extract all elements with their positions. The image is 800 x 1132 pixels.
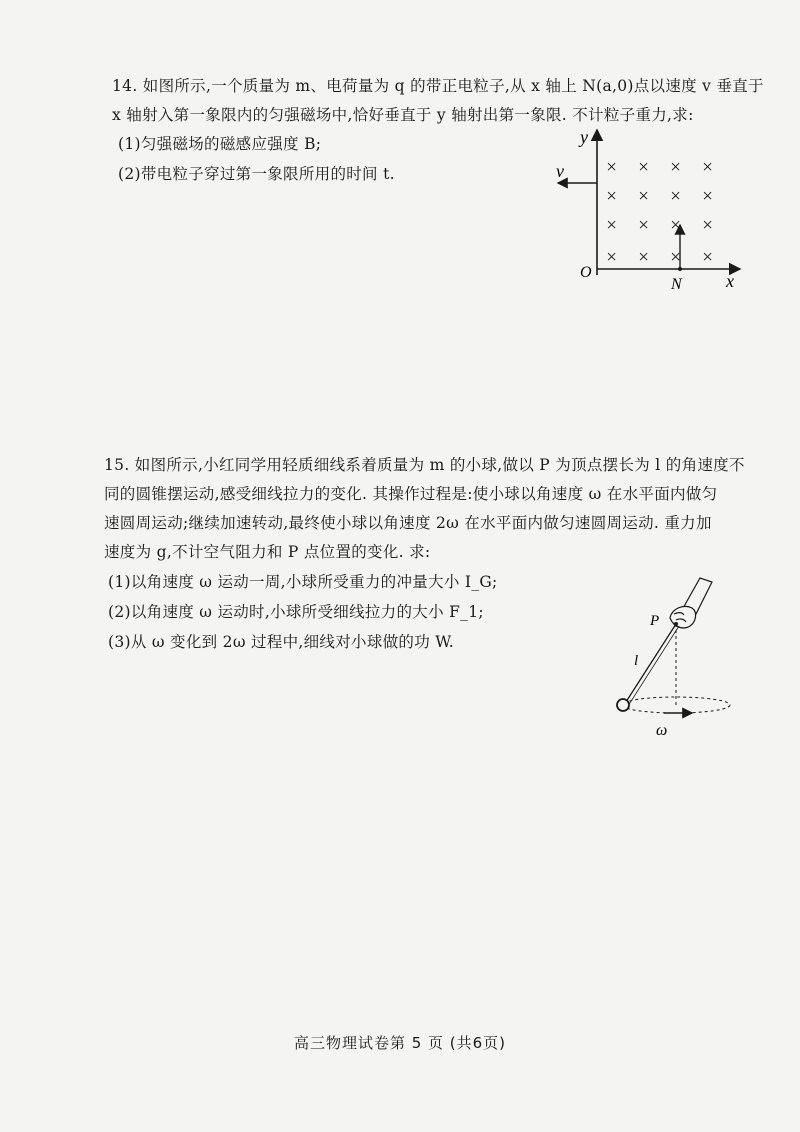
field-cross: × (637, 157, 650, 178)
q15-line-3: 速圆周运动;继续加速转动,最终使小球以角速度 2ω 在水平面内做匀速圆周运动. 重力加 (104, 514, 712, 532)
page-footer: 高三物理试卷第 5 页 (共6页) (293, 1034, 507, 1052)
length-label: l (634, 653, 639, 669)
q15-line-1: 15. 如图所示,小红同学用轻质细线系着质量为 m 的小球,做以 P 为顶点摆长为 l 的角速度不 (104, 456, 745, 474)
hand-illustration (670, 578, 712, 628)
y-axis-label: y (580, 127, 588, 147)
field-cross: × (637, 247, 650, 268)
point-n-label: N (671, 276, 682, 293)
ball (617, 699, 629, 711)
q15-line-4: 速度为 g,不计空气阻力和 P 点位置的变化. 求: (104, 543, 431, 561)
field-cross: × (701, 186, 714, 207)
field-cross: × (637, 186, 650, 207)
field-cross: × (605, 157, 618, 178)
origin-label: O (580, 264, 592, 281)
field-cross: × (669, 247, 682, 268)
omega-label: ω (656, 722, 668, 739)
point-p-label: P (650, 613, 660, 629)
q14-line-2: x 轴射入第一象限内的匀强磁场中,恰好垂直于 y 轴射出第一象限. 不计粒子重力,求: (112, 106, 694, 124)
q14-subquestion-2: (2)带电粒子穿过第一象限所用的时间 t. (118, 165, 395, 183)
q15-subquestion-1: (1)以角速度 ω 运动一周,小球所受重力的冲量大小 I_G; (108, 573, 498, 591)
field-cross: × (701, 247, 714, 268)
field-cross: × (605, 186, 618, 207)
q14-magnetic-field-figure (540, 125, 750, 295)
q15-subquestion-3: (3)从 ω 变化到 2ω 过程中,细线对小球做的功 W. (108, 633, 455, 651)
q14-line-1: 14. 如图所示,一个质量为 m、电荷量为 q 的带正电粒子,从 x 轴上 N(a,0)点以速度 v 垂直于 (112, 77, 764, 95)
field-cross: × (637, 215, 650, 236)
q14-subquestion-1: (1)匀强磁场的磁感应强度 B; (118, 135, 322, 153)
field-cross: × (669, 157, 682, 178)
q15-line-2: 同的圆锥摆运动,感受细线拉力的变化. 其操作过程是:使小球以角速度 ω 在水平面内做匀 (104, 485, 718, 503)
q15-conical-pendulum-figure (600, 570, 740, 745)
field-cross-grid (605, 157, 714, 268)
field-cross: × (701, 215, 714, 236)
field-cross: × (669, 186, 682, 207)
field-cross: × (669, 215, 682, 236)
velocity-label: v (556, 161, 564, 181)
field-cross: × (605, 247, 618, 268)
x-axis-label: x (726, 271, 734, 291)
q15-subquestion-2: (2)以角速度 ω 运动时,小球所受细线拉力的大小 F_1; (108, 603, 484, 621)
field-cross: × (701, 157, 714, 178)
field-cross: × (605, 215, 618, 236)
string (624, 624, 676, 705)
